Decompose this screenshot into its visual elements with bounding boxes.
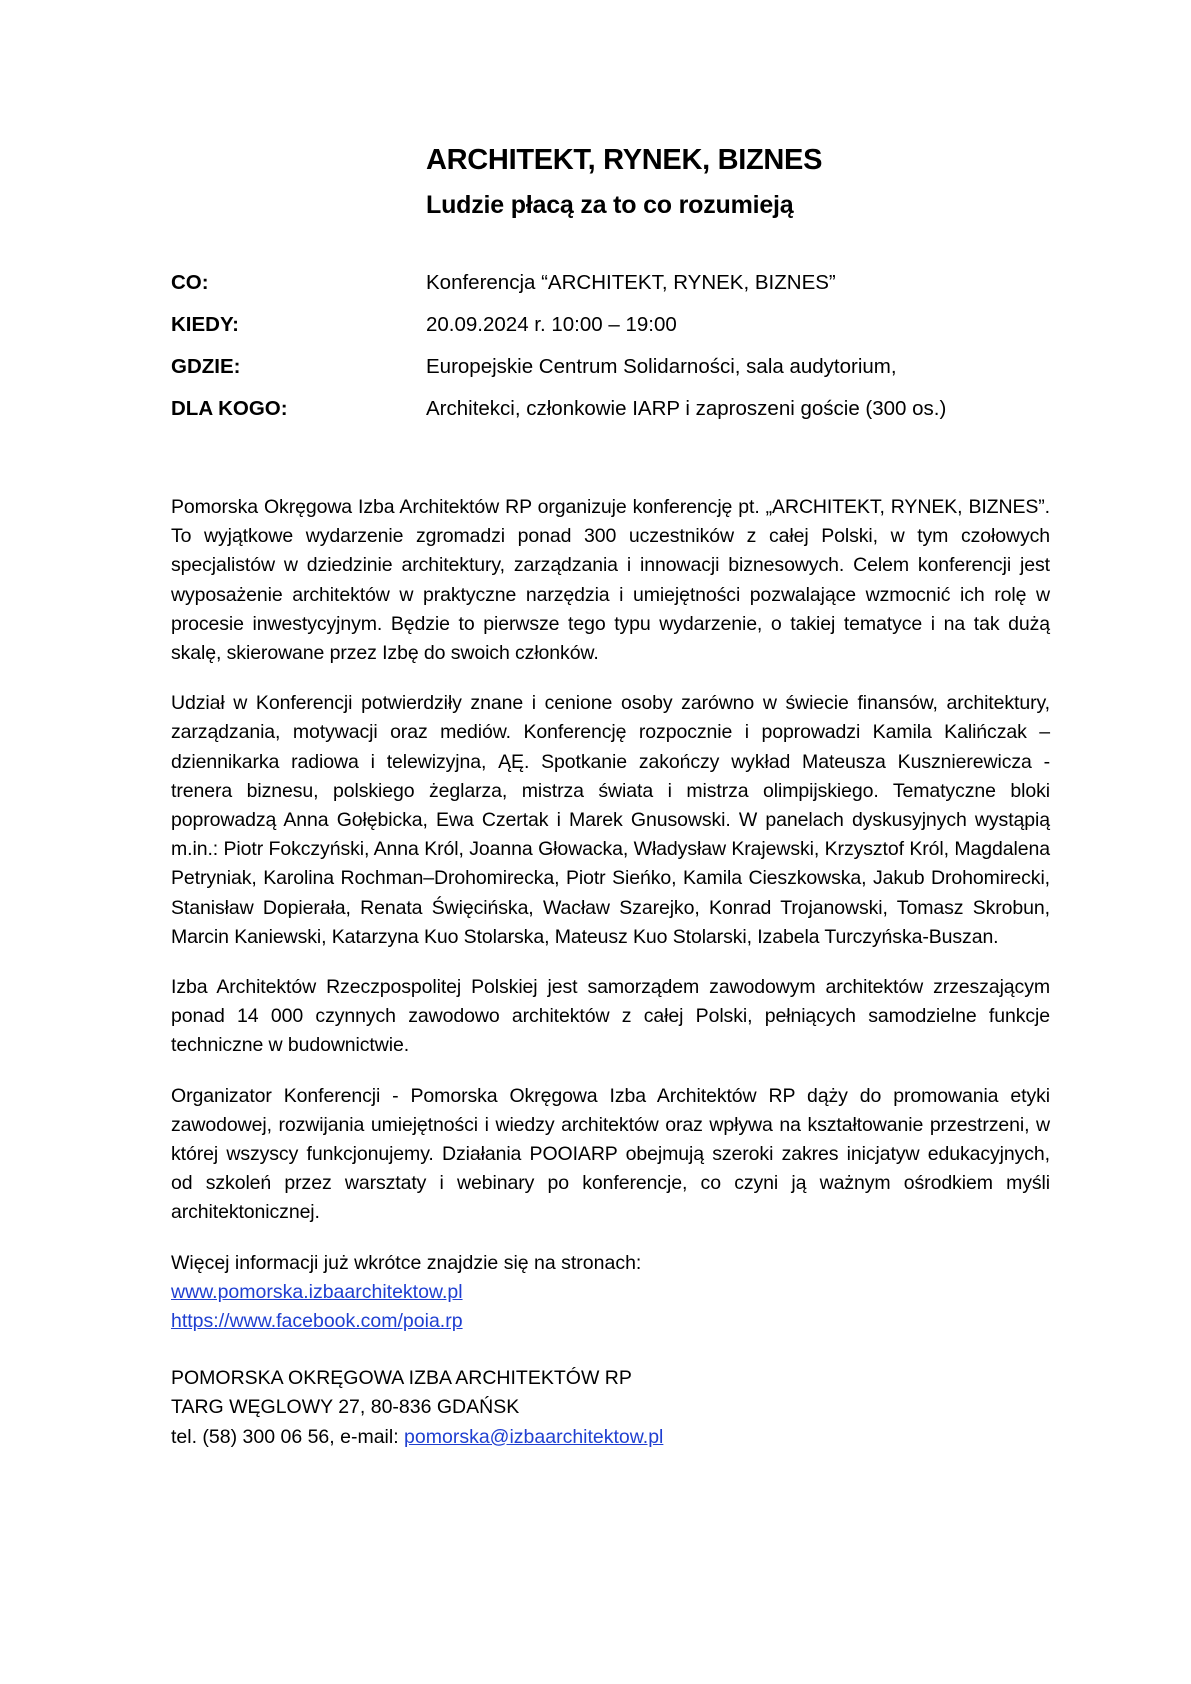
event-info-table [171,269,1050,437]
contact-line [171,1423,1050,1452]
info-row-where [171,353,1050,395]
paragraph-organizer: Organizator Konferencji - Pomorska Okręgowa Izba Architektów RP dąży do promowania etyki zawodowej, rozwijania umiejętności i wiedzy architektów oraz wpływa na kształtowanie przestrzeni, w której wszyscy funkcjonujemy. Działania POOIARP obejmują szeroki zakres inicjatyw edukacyjnych, od szkoleń przez warsztaty i webinary po konferencje, co czyni ją ważnym ośrodkiem myśli architektonicznej. [171,1084,1050,1224]
facebook-link[interactable]: https://www.facebook.com/poia.rp [171,1310,463,1333]
document-subtitle: Ludzie płacą za to co rozumieją [426,191,794,219]
info-label: GDZIE: [171,355,241,378]
document-page [171,140,1050,1452]
info-value: Architekci, członkowie IARP i zaproszeni goście (300 os.) [426,397,947,420]
paragraph-speakers: Udział w Konferencji potwierdziły znane i cenione osoby zarówno w świecie finansów, architektury, zarządzania, motywacji oraz mediów. Konferencję rozpocznie i poprowadzi Kamila Kalińczak – dziennikarka radiowa i telewizyjna, ĄĘ. Spotkanie zakończy wykład Mateusza Kusznierewicza - trenera biznesu, polskiego żeglarza, mistrza świata i mistrza olimpijskiego. Tematyczne bloki poprowadzą Anna Gołębicka, Ewa Czertak i Marek Gnusowski. W panelach dyskusyjnych wystąpią m.in.: Piotr Fokczyński, Anna Król, Joanna Głowacka, Władysław Krajewski, Krzysztof Król, Magdalena Petryniak, Karolina Rochman–Drohomirecka, Piotr Sieńko, Kamila Cieszkowska, Jakub Drohomirecki, Stanisław Dopierała, Renata Święcińska, Wacław Szarejko, Konrad Trojanowski, Tomasz Skrobun, Marcin Kaniewski, Katarzyna Kuo Stolarska, Mateusz Kuo Stolarski, Izabela Turczyńska-Buszan. [171,692,1050,948]
contact-org: POMORSKA OKRĘGOWA IZBA ARCHITEKTÓW RP [171,1367,632,1390]
more-info-block [171,1249,1050,1337]
info-value: 20.09.2024 r. 10:00 – 19:00 [426,313,677,336]
info-value: Europejskie Centrum Solidarności, sala audytorium, [426,355,897,378]
info-row-when [171,311,1050,353]
website-link[interactable]: www.pomorska.izbaarchitektow.pl [171,1280,463,1303]
info-row-what [171,269,1050,311]
contact-tel: tel. (58) 300 06 56, e-mail: [171,1425,405,1448]
info-label: CO: [171,271,209,294]
info-value: Konferencja “ARCHITEKT, RYNEK, BIZNES” [426,271,836,294]
info-label: DLA KOGO: [171,397,288,420]
info-label: KIEDY: [171,313,239,336]
paragraph-iarp: Izba Architektów Rzeczpospolitej Polskiej jest samorządem zawodowym architektów zrzeszającym ponad 14 000 czynnych zawodowo architektów z całej Polski, pełniących samodzielne funkcje techniczne w budownictwie. [171,976,1050,1057]
paragraph-intro: Pomorska Okręgowa Izba Architektów RP organizuje konferencję pt. „ARCHITEKT, RYNEK, BIZNES”. To wyjątkowe wydarzenie zgromadzi ponad 300 uczestników z całej Polski, w tym czołowych specjalistów w dziedzinie architektury, zarządzania i innowacji biznesowych. Celem konferencji jest wyposażenie architektów w praktyczne narzędzia i umiejętności pozwalające wzmocnić ich rolę w procesie inwestycyjnym. Będzie to pierwsze tego typu wydarzenie, o takiej tematyce i na tak dużą skalę, skierowane przez Izbę do swoich członków. [171,496,1050,665]
email-link[interactable]: pomorska@izbaarchitektow.pl [404,1425,664,1448]
body-text [171,493,1050,1452]
more-info-intro: Więcej informacji już wkrótce znajdzie się na stronach: [171,1251,642,1274]
info-row-audience [171,395,1050,437]
document-title: ARCHITEKT, RYNEK, BIZNES [426,144,823,176]
contact-block [171,1364,1050,1452]
contact-address: TARG WĘGLOWY 27, 80-836 GDAŃSK [171,1396,520,1419]
title-block [426,140,1050,222]
